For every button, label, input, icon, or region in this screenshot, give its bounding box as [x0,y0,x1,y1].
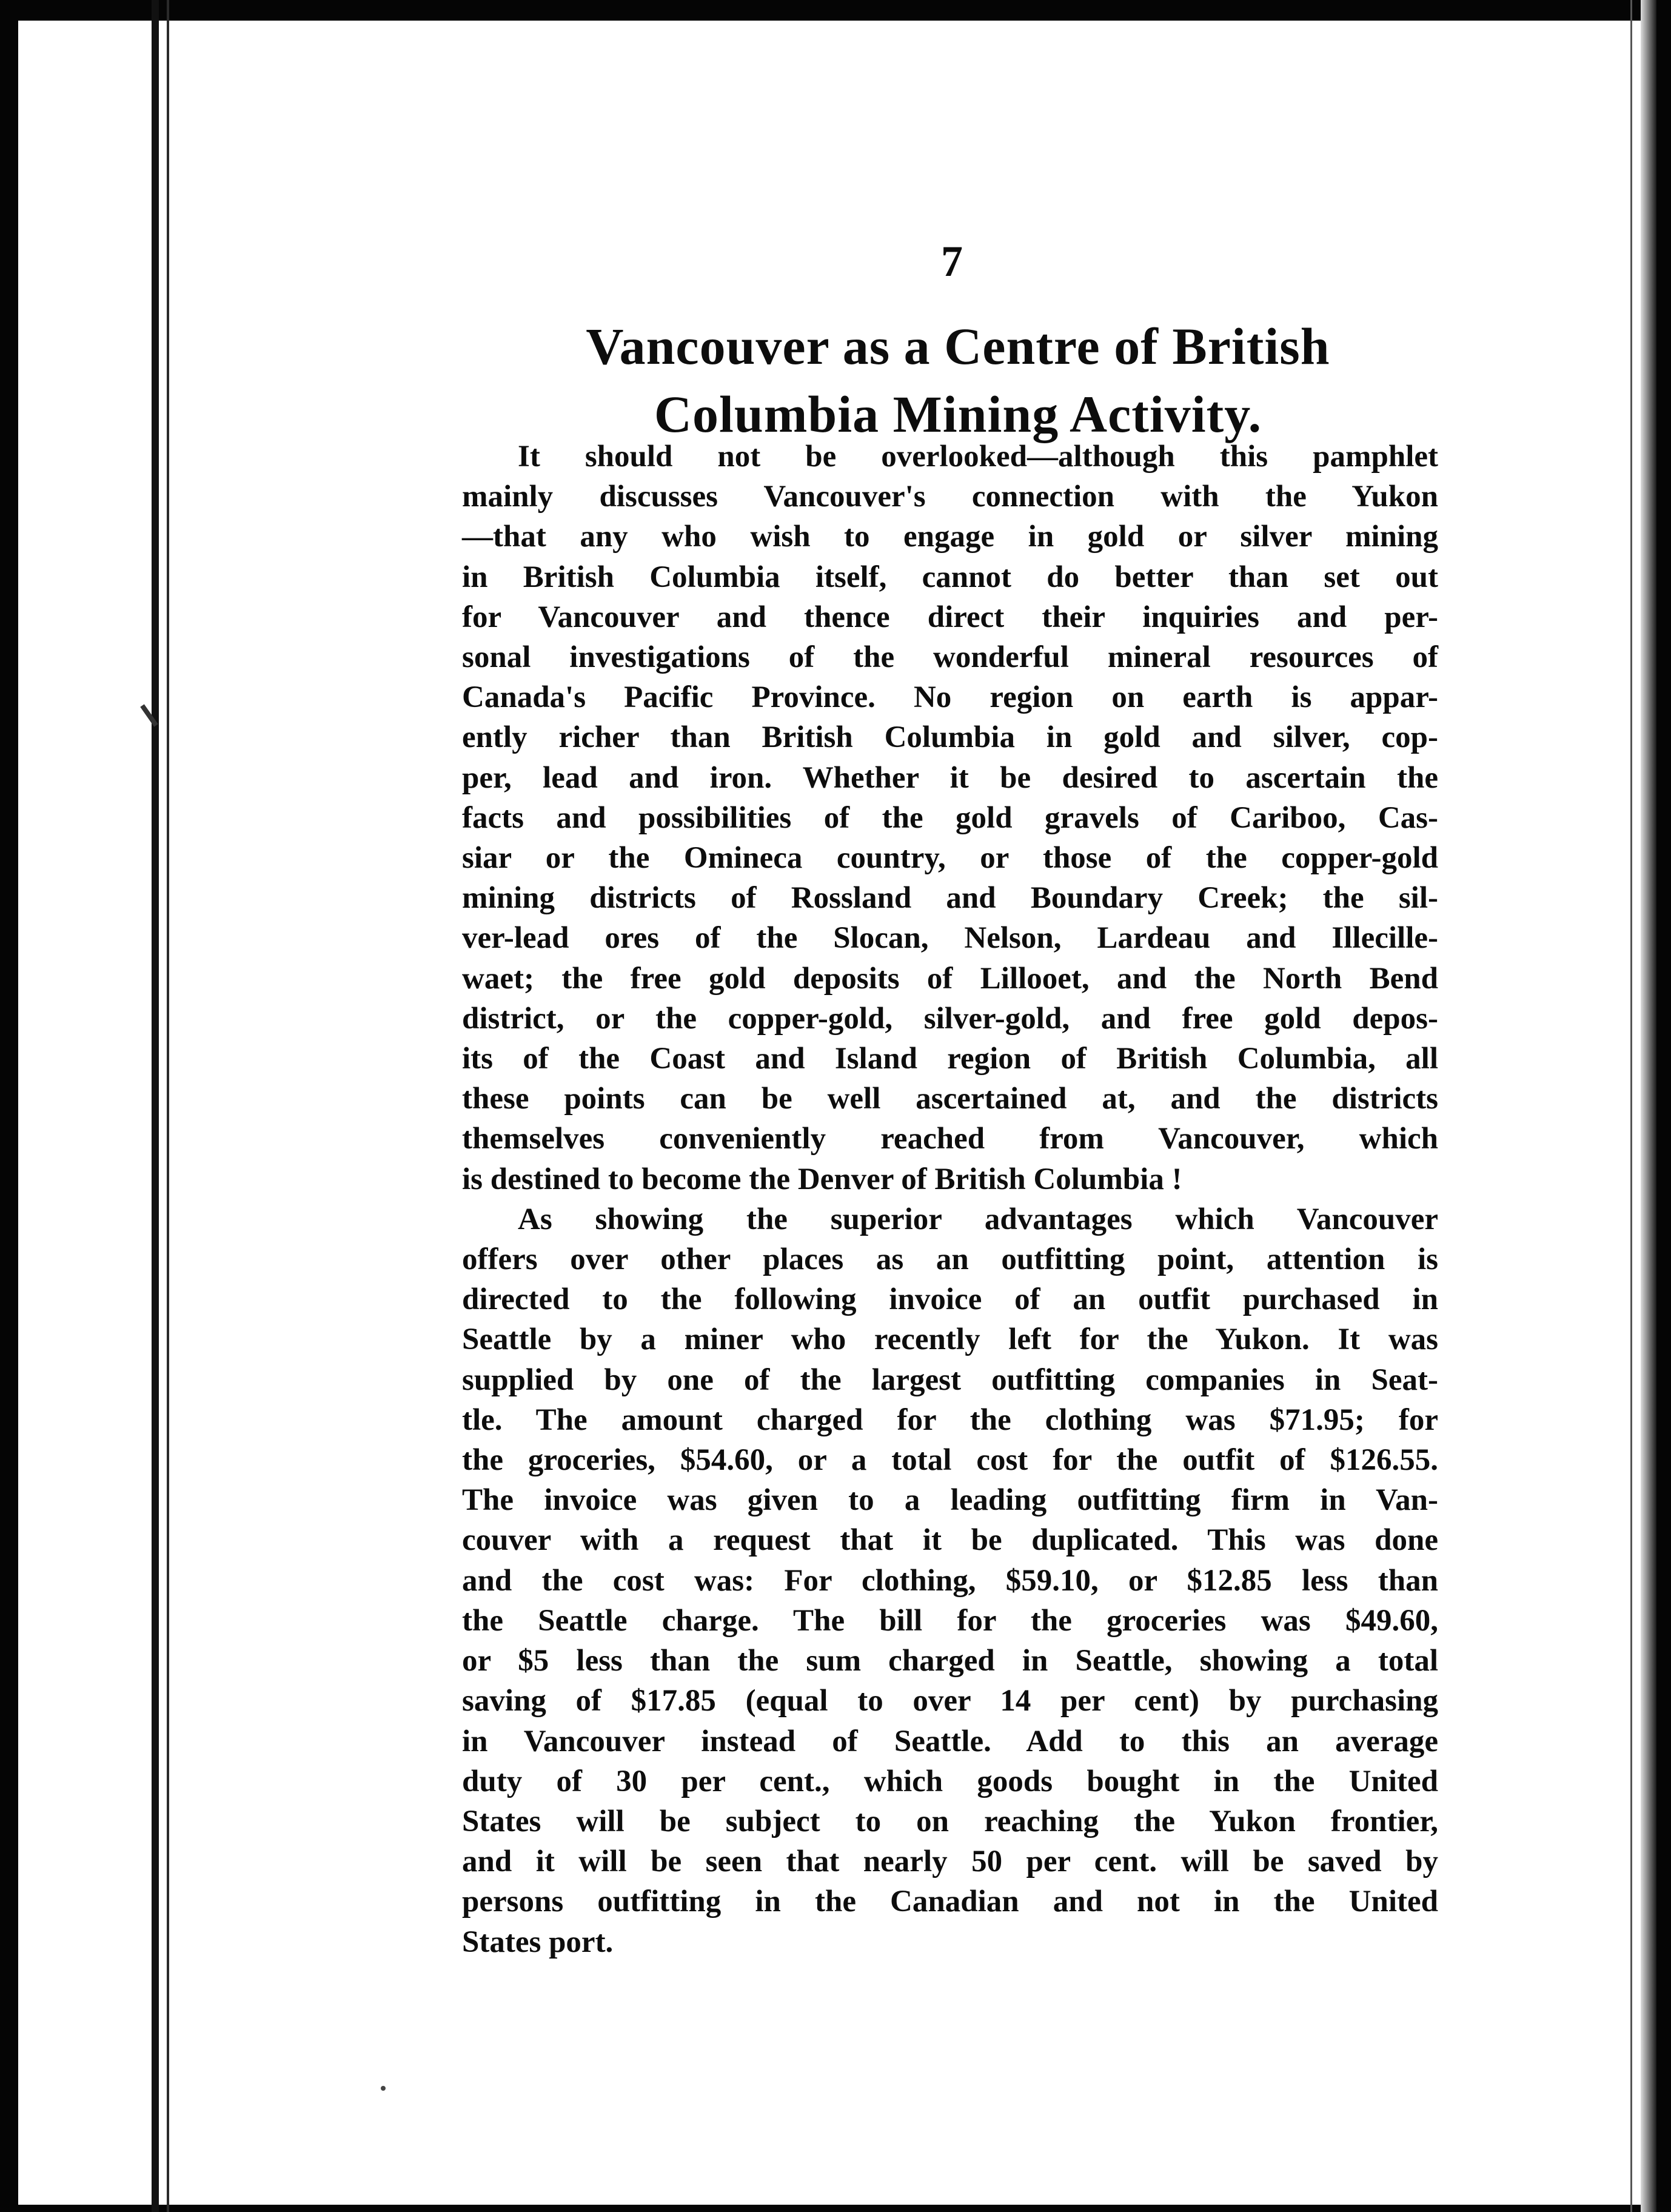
paragraph-1 [462,437,1438,1199]
text-line: ently richer than British Columbia in gold and silver, cop- [462,720,1438,755]
page-gutter-line [167,0,169,2212]
heading-line: Columbia Mining Activity. [654,385,1262,443]
text-line: offers over other places as an outfitting point, attention is [462,1242,1438,1277]
text-line: these points can be well ascertained at, and the districts [462,1082,1438,1116]
text-line: siar or the Omineca country, or those of the copper-gold [462,841,1438,876]
text-line: is destined to become the Denver of British Columbia ! [462,1162,1182,1196]
scan-border-top [0,0,1671,21]
text-line: facts and possibilities of the gold gravels of Cariboo, Cas- [462,800,1438,835]
text-line: district, or the copper-gold, silver-gold, and free gold depos- [462,1001,1438,1036]
text-line: As showing the superior advantages which Vancouver [518,1202,1438,1236]
text-line: supplied by one of the largest outfitting companies in Seat- [462,1362,1438,1397]
text-line: in Vancouver instead of Seattle. Add to this an average [462,1724,1438,1758]
text-line: for Vancouver and thence direct their inquiries and per- [462,600,1438,634]
text-line: saving of $17.85 (equal to over 14 per cent) by purchasing [462,1684,1438,1718]
scan-speck [381,2086,386,2091]
text-line: directed to the following invoice of an outfit purchased in [462,1282,1438,1317]
text-line: States will be subject to on reaching the Yukon frontier, [462,1804,1438,1838]
text-line: its of the Coast and Island region of British Columbia, all [462,1042,1438,1076]
page-gutter-shadow [152,0,159,2212]
page-edge-shadow [1641,0,1656,2212]
body-text [462,437,1438,1962]
paragraph-2 [462,1199,1438,1962]
text-line: the groceries, $54.60, or a total cost for the outfit of $126.55. [462,1443,1438,1478]
text-line: —that any who wish to engage in gold or silver mining [462,520,1438,554]
scan-border-bottom [0,2205,1671,2212]
text-line: mainly discusses Vancouver's connection with the Yukon [462,480,1438,514]
scan-border-right [1656,0,1671,2212]
text-line: sonal investigations of the wonderful mineral resources of [462,640,1438,675]
page-heading [461,312,1455,448]
text-line: It should not be overlooked—although this pamphlet [518,440,1438,474]
text-line: per, lead and iron. Whether it be desired to ascertain the [462,760,1438,795]
text-line: waet; the free gold deposits of Lillooet, and the North Bend [462,961,1438,996]
text-line: mining districts of Rossland and Boundary Creek; the sil- [462,881,1438,916]
text-line: Canada's Pacific Province. No region on earth is appar- [462,680,1438,715]
page-number: 7 [941,237,963,286]
text-line: or $5 less than the sum charged in Seattle, showing a total [462,1644,1438,1678]
text-line: States port. [462,1925,614,1959]
text-line: Seattle by a miner who recently left for the Yukon. It was [462,1322,1438,1357]
scan-border-left [0,0,18,2212]
text-line: and it will be seen that nearly 50 per cent. will be saved by [462,1845,1438,1879]
heading-line: Vancouver as a Centre of British [586,317,1330,375]
text-line: ver-lead ores of the Slocan, Nelson, Lardeau and Illecille- [462,921,1438,956]
text-line: in British Columbia itself, cannot do better than set out [462,560,1438,594]
text-line: themselves conveniently reached from Vancouver, which [462,1122,1438,1156]
text-line: The invoice was given to a leading outfitting firm in Van- [462,1483,1438,1518]
text-line: couver with a request that it be duplicated. This was done [462,1523,1438,1558]
page-edge-line [1630,0,1632,2212]
text-line: and the cost was: For clothing, $59.10, or $12.85 less than [462,1563,1438,1598]
text-line: the Seattle charge. The bill for the groceries was $49.60, [462,1603,1438,1638]
text-line: tle. The amount charged for the clothing was $71.95; for [462,1403,1438,1437]
text-line: persons outfitting in the Canadian and not in the United [462,1885,1438,1919]
text-line: duty of 30 per cent., which goods bought in the United [462,1764,1438,1798]
